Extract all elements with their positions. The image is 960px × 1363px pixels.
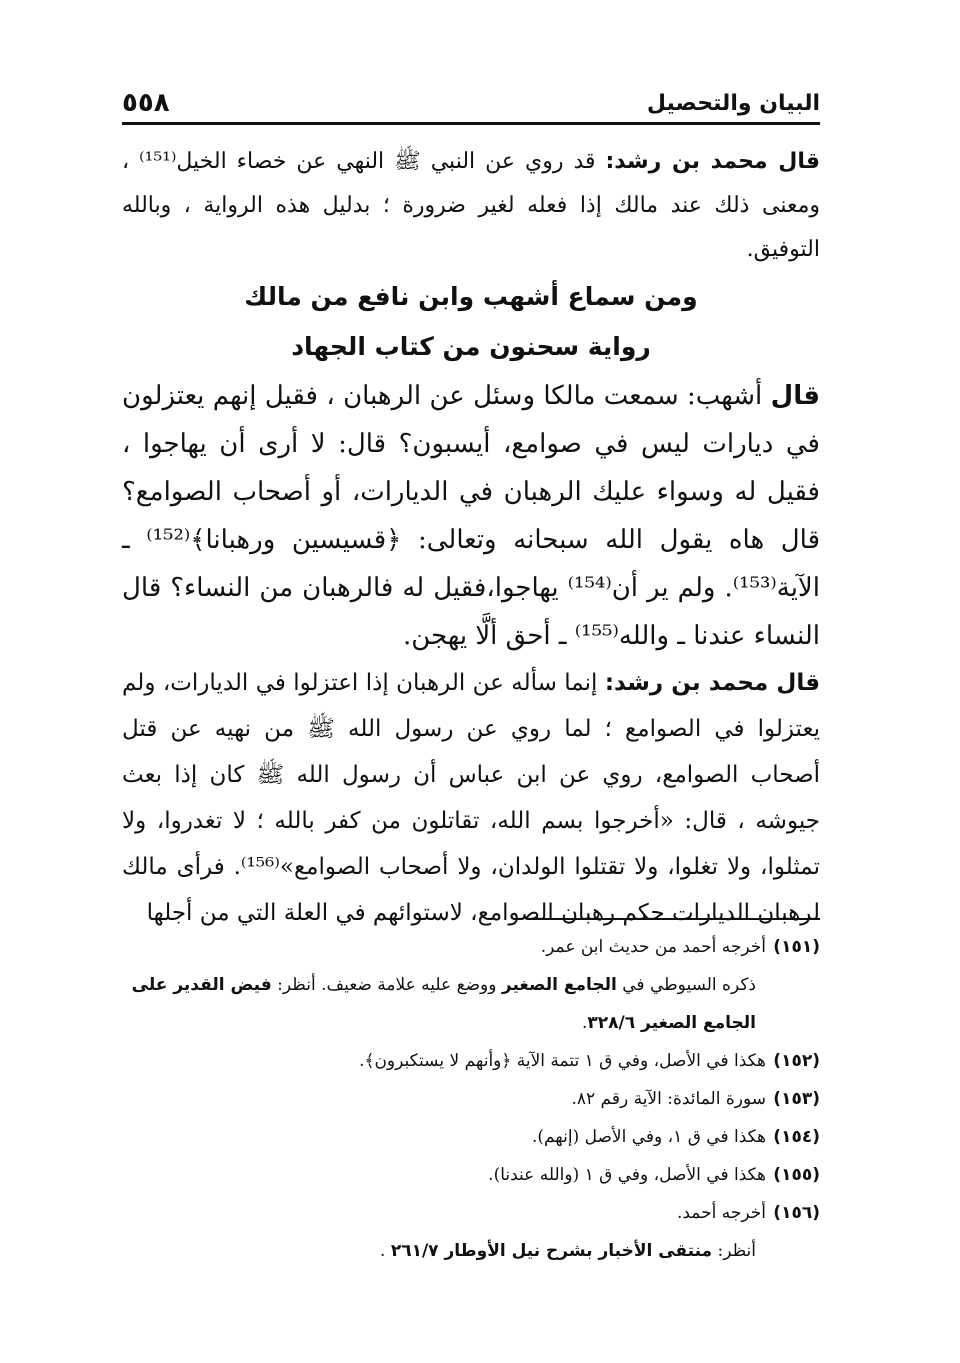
footnote-book-title: منتقى الأخبار بشرح نيل الأوطار ٢٦١/٧ xyxy=(390,1241,713,1261)
paragraph-2-speaker: قال xyxy=(770,381,820,411)
paragraph-1-speaker: قال محمد بن رشد: xyxy=(605,149,821,174)
footnote-separator xyxy=(530,918,820,920)
footnote-number: (١٥٤) xyxy=(773,1127,820,1147)
footnote-number: (١٥٦) xyxy=(773,1203,820,1223)
footnote-continuation xyxy=(122,1232,820,1270)
footnote-text: هكذا في ق ١، وفي الأصل (إنهم). xyxy=(531,1127,766,1147)
footnote-text: أخرجه أحمد من حديث ابن عمر. xyxy=(540,937,766,957)
footnote-book-title: فيض القدير على الجامع الصغير ٣٢٨/٦ xyxy=(131,975,756,1033)
running-title: البيان والتحصيل xyxy=(646,91,820,116)
main-text xyxy=(122,140,820,936)
paragraph-2 xyxy=(122,372,820,660)
footnote-text: أنظر: xyxy=(712,1241,756,1261)
footnote xyxy=(122,1042,820,1080)
paragraph-1 xyxy=(122,140,820,272)
footnote-text: أخرجه أحمد. xyxy=(676,1203,766,1223)
footnote xyxy=(122,1156,820,1194)
page-number: ٥٥٨ xyxy=(122,88,170,118)
footnote xyxy=(122,1118,820,1156)
paragraph-2-text: أشهب: سمعت مالكا وسئل عن الرهبان ، فقيل إنهم يعتزلون في ديارات ليس في صوامع، أيسبون؟ قال: لا أرى أن يهاجوا ، فقيل له وسواء عليك الرهبان في الديارات، أو أصحاب الصوامع؟ قال هاه يقول الله سبحانه وتعالى: ﴿قسيسين ورهبانا﴾⁽¹⁵²⁾ ـ الآية⁽¹⁵³⁾. ولم ير أن⁽¹⁵⁴⁾ يهاجوا،فقيل له فالرهبان من النساء؟ قال النساء عندنا ـ والله⁽¹⁵⁵⁾ ـ أحق ألَّا يهجن. xyxy=(122,381,820,651)
footnote xyxy=(122,1080,820,1118)
footnote-number: (١٥١) xyxy=(773,937,820,957)
footnote-text: هكذا في الأصل، وفي ق ١ تتمة الآية ﴿وأنهم لا يستكبرون﴾. xyxy=(359,1051,766,1071)
footnote-text: ووضع عليه علامة ضعيف. أنظر: xyxy=(271,975,502,995)
footnote-text: . xyxy=(380,1241,391,1261)
footnote-number: (١٥٣) xyxy=(773,1089,820,1109)
footnote-number: (١٥٥) xyxy=(773,1165,820,1185)
paragraph-3-text: إنما سأله عن الرهبان إذا اعتزلوا في الديارات، ولم يعتزلوا في الصوامع ؛ لما روي عن رسول الله ﷺ من نهيه عن قتل أصحاب الصوامع، روي عن ابن عباس أن رسول الله ﷺ كان إذا بعث جيوشه ، قال: «أخرجوا بسم الله، تقاتلون من كفر بالله ؛ لا تغدروا، ولا تمثلوا، ولا تغلوا، ولا تقتلوا الولدان، ولا أصحاب الصوامع»⁽¹⁵⁶⁾. فرأى مالك لرهبان الديارات حكم رهبان الصوامع، لاستوائهم في العلة التي من أجلها xyxy=(122,670,820,926)
footnote-number: (١٥٢) xyxy=(773,1051,820,1071)
section-heading-line-2: رواية سحنون من كتاب الجهاد xyxy=(291,332,651,361)
page-header xyxy=(122,82,820,125)
paragraph-3 xyxy=(122,660,820,936)
footnote xyxy=(122,928,820,966)
section-heading-line-1: ومن سماع أشهب وابن نافع من مالك xyxy=(244,282,698,311)
footnote-text: سورة المائدة: الآية رقم ٨٢. xyxy=(571,1089,766,1109)
footnote xyxy=(122,1194,820,1232)
paragraph-3-speaker: قال محمد بن رشد: xyxy=(604,670,821,696)
footnote-text: ذكره السيوطي في xyxy=(616,975,756,995)
footnote-text: هكذا في الأصل، وفي ق ١ (والله عندنا). xyxy=(488,1165,766,1185)
footnote-text: . xyxy=(581,1013,588,1033)
footnote-continuation xyxy=(122,966,820,1042)
footnote-book-title: الجامع الصغير xyxy=(501,975,617,995)
footnotes xyxy=(122,928,820,1270)
paragraph-1-text: قد روي عن النبي ﷺ النهي عن خصاء الخيل⁽¹⁵¹⁾ ، ومعنى ذلك عند مالك إذا فعله لغير ضرورة ؛ بدليل هذه الرواية ، وبالله التوفيق. xyxy=(122,149,820,262)
